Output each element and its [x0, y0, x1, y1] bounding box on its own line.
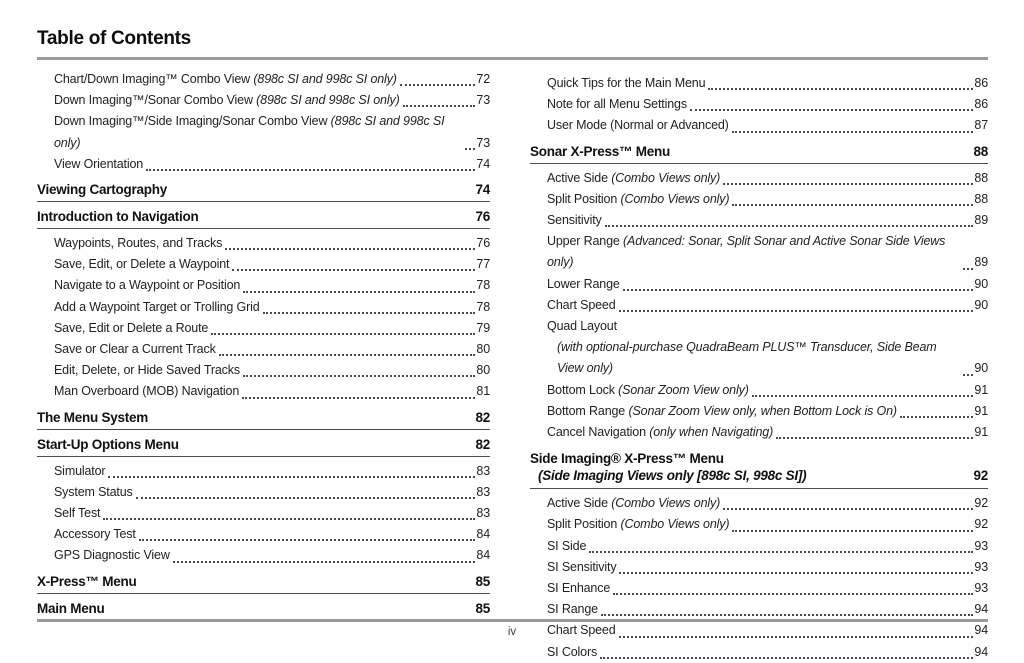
toc-entry — [530, 316, 988, 337]
entry-page-number: 84 — [476, 527, 490, 542]
section-page-number: 88 — [973, 143, 988, 159]
toc-section — [37, 601, 490, 621]
toc-entry — [37, 254, 490, 275]
dot-leader — [613, 593, 973, 595]
entry-page-number: 89 — [974, 213, 988, 228]
toc-entry — [37, 111, 490, 153]
entry-page-number: 92 — [974, 517, 988, 532]
section-title: Side Imaging® X-Press™ Menu — [530, 451, 724, 467]
entry-page-number: 76 — [476, 236, 490, 251]
entry-text: Accessory Test — [54, 527, 136, 542]
entry-note: (Combo Views only) — [611, 170, 721, 185]
entry-page-number: 93 — [974, 581, 988, 596]
toc-entry — [37, 461, 490, 482]
entry-text: Lower Range — [547, 276, 620, 291]
dot-leader — [690, 109, 973, 111]
section-page-number: 85 — [475, 573, 490, 589]
section-title: Viewing Cartography — [37, 182, 168, 198]
dot-leader — [732, 204, 973, 206]
toc-section — [37, 410, 490, 430]
section-title: Sonar X-Press™ Menu — [530, 143, 671, 159]
entry-text: Bottom Range (Sonar Zoom View only, when Bottom Lock is On) — [547, 403, 897, 418]
dot-leader — [963, 374, 973, 376]
entry-page-number: 91 — [974, 403, 988, 418]
entry-text: Self Test — [54, 506, 101, 521]
toc-entry — [530, 642, 988, 663]
toc-entry — [37, 524, 490, 545]
dot-leader — [232, 269, 475, 271]
entry-text: Save, Edit or Delete a Route — [54, 320, 209, 335]
entry-page-number: 94 — [974, 623, 988, 638]
section-title: Start-Up Options Menu — [37, 436, 179, 452]
entry-text: Down Imaging™/Sonar Combo View (898c SI and 998c SI only) — [54, 93, 400, 108]
toc-entry — [37, 482, 490, 503]
section-page-number: 85 — [475, 600, 490, 616]
dot-leader — [263, 312, 476, 314]
toc-entry — [37, 381, 490, 402]
entry-page-number: 83 — [476, 484, 490, 499]
section-page-number: 76 — [475, 209, 490, 225]
toc-columns — [37, 69, 988, 663]
toc-entry-continuation — [530, 337, 988, 379]
entry-page-number: 90 — [974, 361, 988, 376]
toc-entry — [530, 380, 988, 401]
entry-note: (Combo Views only) — [611, 496, 721, 511]
entry-page-number: 74 — [476, 156, 490, 171]
dot-leader — [146, 169, 475, 171]
entry-text: SI Colors — [547, 644, 598, 659]
entry-page-number: 81 — [476, 384, 490, 399]
entry-page-number: 73 — [476, 135, 490, 150]
dot-leader — [589, 551, 973, 553]
dot-leader — [601, 614, 973, 616]
entry-text: Edit, Delete, or Hide Saved Tracks — [54, 363, 240, 378]
section-title: Main Menu — [37, 600, 105, 616]
dot-leader — [219, 354, 476, 356]
entry-text: Save or Clear a Current Track — [54, 342, 216, 357]
toc-entry — [530, 578, 988, 599]
entry-note: (898c SI and 998c SI only) — [256, 93, 400, 108]
entry-page-number: 93 — [974, 538, 988, 553]
entry-text: SI Side — [547, 538, 587, 553]
toc-entry — [37, 360, 490, 381]
entry-text: Chart Speed — [547, 297, 616, 312]
entry-text: Note for all Menu Settings — [547, 97, 687, 112]
toc-entry — [37, 233, 490, 254]
entry-note: (Sonar Zoom View only) — [618, 382, 749, 397]
dot-leader — [732, 131, 974, 133]
entry-page-number: 79 — [476, 320, 490, 335]
entry-note: (only when Navigating) — [649, 425, 774, 440]
entry-text: Waypoints, Routes, and Tracks — [54, 236, 223, 251]
dot-leader — [243, 375, 475, 377]
section-title: The Menu System — [37, 409, 149, 425]
section-subtitle-row — [530, 467, 988, 485]
entry-page-number: 77 — [476, 257, 490, 272]
dot-leader — [900, 416, 974, 418]
entry-note: (898c SI and 998c SI only) — [253, 72, 397, 86]
toc-entry — [37, 90, 490, 111]
entry-page-number: 78 — [476, 299, 490, 314]
toc-section — [37, 209, 490, 229]
dot-leader — [600, 657, 973, 659]
dot-leader — [400, 84, 476, 86]
toc-section — [530, 144, 988, 164]
dot-leader — [243, 291, 475, 293]
page-title: Table of Contents — [37, 28, 191, 49]
toc-entry — [530, 115, 988, 136]
entry-note: (Advanced: Sonar, Split Sonar and Active Sonar Side Views only) — [547, 234, 946, 270]
entry-page-number: 83 — [476, 506, 490, 521]
entry-note: (with optional-purchase QuadraBeam PLUS™ Transducer, Side Beam View only) — [557, 340, 937, 376]
section-subtitle: (Side Imaging Views only [898c SI, 998c SI]) — [538, 468, 807, 484]
entry-text: SI Enhance — [547, 581, 611, 596]
dot-leader — [623, 289, 974, 291]
entry-page-number: 72 — [476, 72, 490, 86]
entry-page-number: 90 — [974, 276, 988, 291]
entry-page-number: 86 — [974, 76, 988, 90]
toc-entry — [530, 514, 988, 535]
entry-text: SI Sensitivity — [547, 559, 617, 574]
entry-note: (898c SI and 998c SI only) — [54, 114, 445, 150]
toc-entry — [530, 599, 988, 620]
toc-entry — [37, 297, 490, 318]
entry-text: Quad Layout — [547, 319, 617, 334]
section-title: Introduction to Navigation — [37, 209, 199, 225]
toc-entry — [530, 274, 988, 295]
dot-leader — [108, 476, 475, 478]
entry-text: Chart/Down Imaging™ Combo View (898c SI and 998c SI only) — [54, 72, 397, 86]
entry-text: Add a Waypoint Target or Trolling Grid — [54, 299, 260, 314]
section-page-number: 82 — [475, 409, 490, 425]
entry-text: View Orientation — [54, 156, 144, 171]
toc-column-left — [37, 69, 490, 663]
toc-entry — [530, 295, 988, 316]
entry-note — [557, 337, 960, 379]
entry-page-number: 93 — [974, 559, 988, 574]
dot-leader — [103, 518, 475, 520]
entry-page-number: 90 — [974, 297, 988, 312]
entry-page-number: 80 — [476, 342, 490, 357]
section-page-number: 92 — [973, 468, 988, 484]
dot-leader — [211, 333, 475, 335]
dot-leader — [225, 248, 475, 250]
dot-leader — [732, 530, 973, 532]
toc-entry — [530, 189, 988, 210]
entry-text: Active Side (Combo Views only) — [547, 170, 721, 185]
toc-entry — [530, 73, 988, 94]
toc-section — [37, 437, 490, 457]
dot-leader — [403, 105, 476, 107]
title-rule — [37, 57, 988, 60]
entry-text: Split Position (Combo Views only) — [547, 517, 730, 532]
dot-leader — [619, 310, 974, 312]
toc-entry — [37, 545, 490, 566]
entry-text: System Status — [54, 484, 133, 499]
entry-text: Save, Edit, or Delete a Waypoint — [54, 257, 230, 272]
entry-page-number: 83 — [476, 463, 490, 478]
entry-page-number: 91 — [974, 425, 988, 440]
toc-section — [530, 450, 988, 489]
toc-entry — [530, 422, 988, 443]
section-page-number: 82 — [475, 436, 490, 452]
dot-leader — [723, 508, 973, 510]
entry-text: Man Overboard (MOB) Navigation — [54, 384, 240, 399]
toc-entry — [530, 231, 988, 273]
entry-note: (Combo Views only) — [620, 517, 730, 532]
toc-entry — [37, 275, 490, 296]
dot-leader — [465, 148, 475, 150]
toc-entry — [530, 557, 988, 578]
entry-page-number: 80 — [476, 363, 490, 378]
entry-text: Chart Speed — [547, 623, 616, 638]
toc-column-right — [530, 69, 988, 663]
dot-leader — [963, 268, 973, 270]
entry-text: Upper Range (Advanced: Sonar, Split Sonar and Active Sonar Side Views only) — [547, 234, 946, 270]
entry-text: Cancel Navigation (only when Navigating) — [547, 425, 774, 440]
entry-text: Sensitivity — [547, 213, 602, 228]
entry-page-number: 94 — [974, 602, 988, 617]
toc-entry — [530, 94, 988, 115]
dot-leader — [139, 539, 476, 541]
toc-entry — [530, 168, 988, 189]
entry-text: Quick Tips for the Main Menu — [547, 76, 706, 90]
entry-page-number: 73 — [476, 93, 490, 108]
entry-text: Simulator — [54, 463, 106, 478]
entry-text: SI Range — [547, 602, 598, 617]
toc-entry — [37, 154, 490, 175]
dot-leader — [776, 437, 973, 439]
entry-page-number: 87 — [974, 118, 988, 133]
dot-leader — [173, 561, 476, 563]
dot-leader — [136, 497, 476, 499]
page-number: iv — [507, 626, 517, 638]
toc-entry — [37, 69, 490, 90]
entry-text: Split Position (Combo Views only) — [547, 191, 730, 206]
entry-text: Active Side (Combo Views only) — [547, 496, 721, 511]
entry-text: Bottom Lock (Sonar Zoom View only) — [547, 382, 749, 397]
footer-rule — [37, 619, 988, 622]
entry-page-number: 89 — [974, 255, 988, 270]
section-title: X-Press™ Menu — [37, 573, 137, 589]
entry-note: (Combo Views only) — [620, 191, 730, 206]
entry-page-number: 94 — [974, 644, 988, 659]
toc-entry — [37, 339, 490, 360]
entry-page-number: 84 — [476, 548, 490, 563]
section-page-number: 74 — [475, 182, 490, 198]
toc-section — [37, 574, 490, 594]
toc-entry — [530, 401, 988, 422]
entry-page-number: 88 — [974, 191, 988, 206]
toc-section — [37, 182, 490, 202]
entry-text: User Mode (Normal or Advanced) — [547, 118, 729, 133]
dot-leader — [752, 395, 974, 397]
toc-entry — [37, 503, 490, 524]
entry-page-number: 88 — [974, 170, 988, 185]
entry-page-number: 86 — [974, 97, 988, 112]
entry-note: (Sonar Zoom View only, when Bottom Lock is On) — [628, 403, 897, 418]
dot-leader — [605, 225, 974, 227]
toc-entry — [37, 318, 490, 339]
dot-leader — [619, 572, 973, 574]
entry-page-number: 78 — [476, 278, 490, 293]
toc-entry — [530, 210, 988, 231]
toc-entry — [530, 493, 988, 514]
toc-entry — [530, 536, 988, 557]
entry-page-number: 92 — [974, 496, 988, 511]
dot-leader — [708, 88, 973, 90]
entry-text: GPS Diagnostic View — [54, 548, 170, 563]
entry-text: Down Imaging™/Side Imaging/Sonar Combo View (898c SI and 998c SI only) — [54, 114, 445, 150]
entry-page-number: 91 — [974, 382, 988, 397]
entry-text: Navigate to a Waypoint or Position — [54, 278, 241, 293]
dot-leader — [242, 397, 475, 399]
dot-leader — [723, 183, 973, 185]
